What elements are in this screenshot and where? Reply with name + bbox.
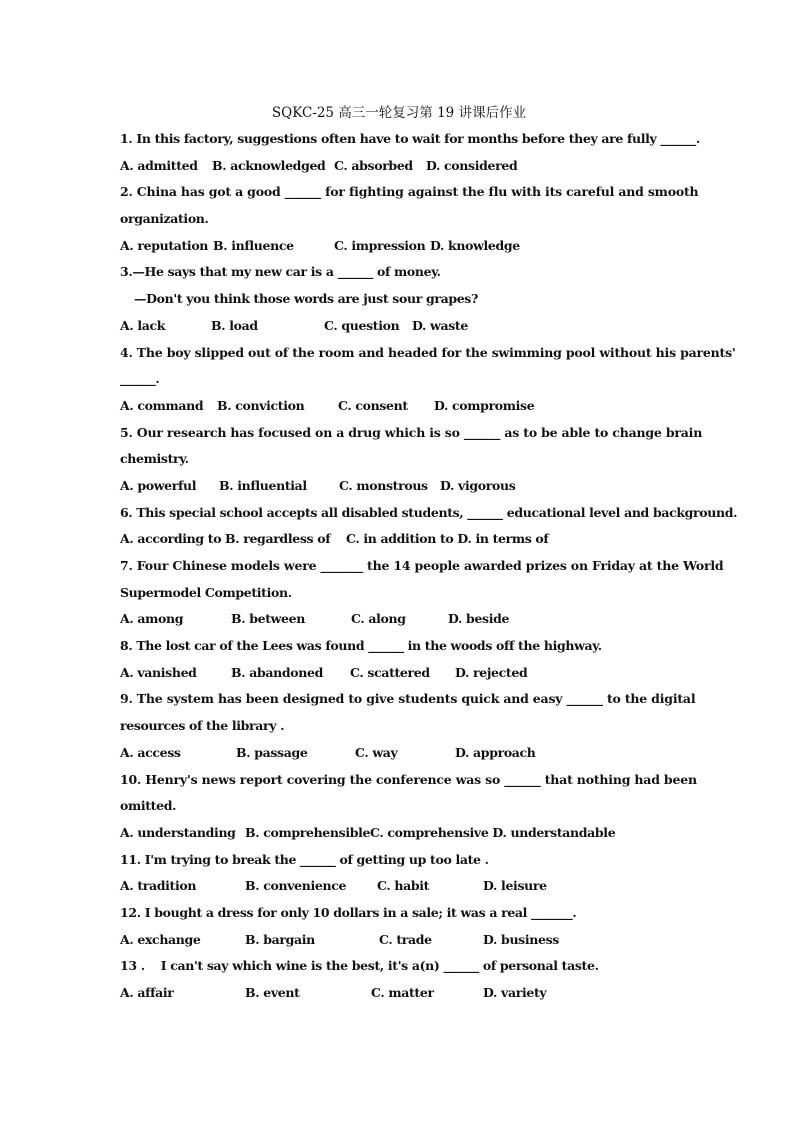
question-1-text: 1. In this factory, suggestions often have to wait for months before they are fully ______. [120,131,700,146]
option-d: D. knowledge [430,237,520,253]
question-9-options [120,740,676,767]
question-7-text-cont: Supermodel Competition. [120,584,292,600]
option-a: A. command [120,397,204,413]
question-8-options [120,660,676,687]
option-a: A. powerful [120,477,197,493]
question-7-text: 7. Four Chinese models were _______ the 14 people awarded prizes on Friday at the World [120,558,724,573]
option-c: C. impression [334,237,426,253]
option-c: C. trade [379,931,432,947]
question-9-text: 9. The system has been designed to give students quick and easy ______ to the digital [120,691,696,707]
option-c: C. scattered [350,664,430,680]
question-11-options [120,873,676,900]
option-c-d: C. comprehensive D. understandable [370,824,616,840]
question-5-options [120,473,676,500]
option-a: A. reputation [120,237,209,253]
option-b: B. event [245,985,300,1000]
question-1-options [120,153,676,180]
option-c: C. monstrous [339,477,428,493]
option-a: A. according to [120,531,222,547]
option-b: B. between [231,611,305,627]
option-a: A. admitted [120,157,198,173]
question-8-text: 8. The lost car of the Lees was found ______ in the woods off the highway. [120,638,602,654]
option-b: B. abandoned [231,664,323,680]
option-d: D. business [483,931,559,947]
option-c: C. matter [371,985,434,1000]
question-2-text: 2. China has got a good ______ for fighting against the flu with its careful and smooth [120,184,699,200]
option-c-d: C. in addition to D. in terms of [346,531,549,547]
option-b: B. bargain [245,931,315,947]
option-d: D. rejected [455,664,528,680]
option-a: A. affair [120,985,174,1000]
option-d: D. beside [448,611,510,627]
question-5-text-cont: chemistry. [120,451,189,467]
option-c: C. question [324,317,400,333]
option-a: A. vanished [120,664,197,680]
option-b: B. comprehensible [245,824,371,840]
option-c: C. habit [377,878,430,894]
option-a: A. tradition [120,878,197,894]
option-b: B. influence [213,237,294,253]
option-a: A. exchange [120,931,201,947]
option-b: B. passage [236,744,308,760]
question-3-text-cont: —Don't you think those words are just sour grapes? [134,291,478,307]
option-c: C. absorbed [334,157,413,173]
worksheet-page [120,100,738,1007]
question-12-options [120,927,676,954]
option-d: D. considered [426,157,518,173]
question-6-options [120,526,676,553]
question-13-text: 13 . I can't say which wine is the best, it's a(n) ______ of personal taste. [120,958,599,974]
question-6-text: 6. This special school accepts all disabled students, ______ educational level and background. [120,504,738,520]
option-a: A. access [120,744,181,760]
question-10-text-cont: omitted. [120,798,177,814]
option-b: B. influential [219,477,307,493]
question-2-text-cont: organization. [120,211,209,227]
question-11-text: 11. I'm trying to break the ______ of getting up too late . [120,851,489,867]
worksheet-title: SQKC-25 高三一轮复习第 19 讲课后作业 [271,105,527,121]
question-3-options [120,313,676,340]
option-a: A. among [120,611,184,627]
option-d: D. compromise [434,397,535,413]
option-c: C. consent [338,397,408,413]
option-d: D. waste [412,317,468,333]
option-d: D. leisure [483,878,547,894]
option-c: C. way [355,744,398,760]
question-12-text: 12. I bought a dress for only 10 dollars in a sale; it was a real _______. [120,904,577,920]
question-10-options [120,820,676,847]
option-a: A. understanding [120,824,236,840]
option-d: D. vigorous [440,477,516,493]
option-d: D. approach [455,744,536,760]
question-9-text-cont: resources of the library . [120,718,285,734]
option-b: B. conviction [217,397,305,413]
question-13-options [120,980,676,1007]
option-b: B. load [211,317,258,333]
question-7-options [120,606,676,633]
option-c: C. along [351,611,406,627]
option-d: D. variety [483,985,547,1000]
question-3-text: 3.—He says that my new car is a ______ of money. [120,264,441,280]
option-b: B. regardless of [225,531,331,547]
question-10-text: 10. Henry's news report covering the conference was so ______ that nothing had been [120,771,697,787]
question-5-text: 5. Our research has focused on a drug which is so ______ as to be able to change brain [120,424,703,440]
question-2-options [120,233,676,260]
question-4-options [120,393,676,420]
question-4-text: 4. The boy slipped out of the room and headed for the swimming pool without his parents' [120,344,736,360]
option-b: B. convenience [245,878,347,894]
option-a: A. lack [120,317,166,333]
option-b: B. acknowledged [212,157,326,173]
question-4-text-cont: ______. [120,371,160,387]
